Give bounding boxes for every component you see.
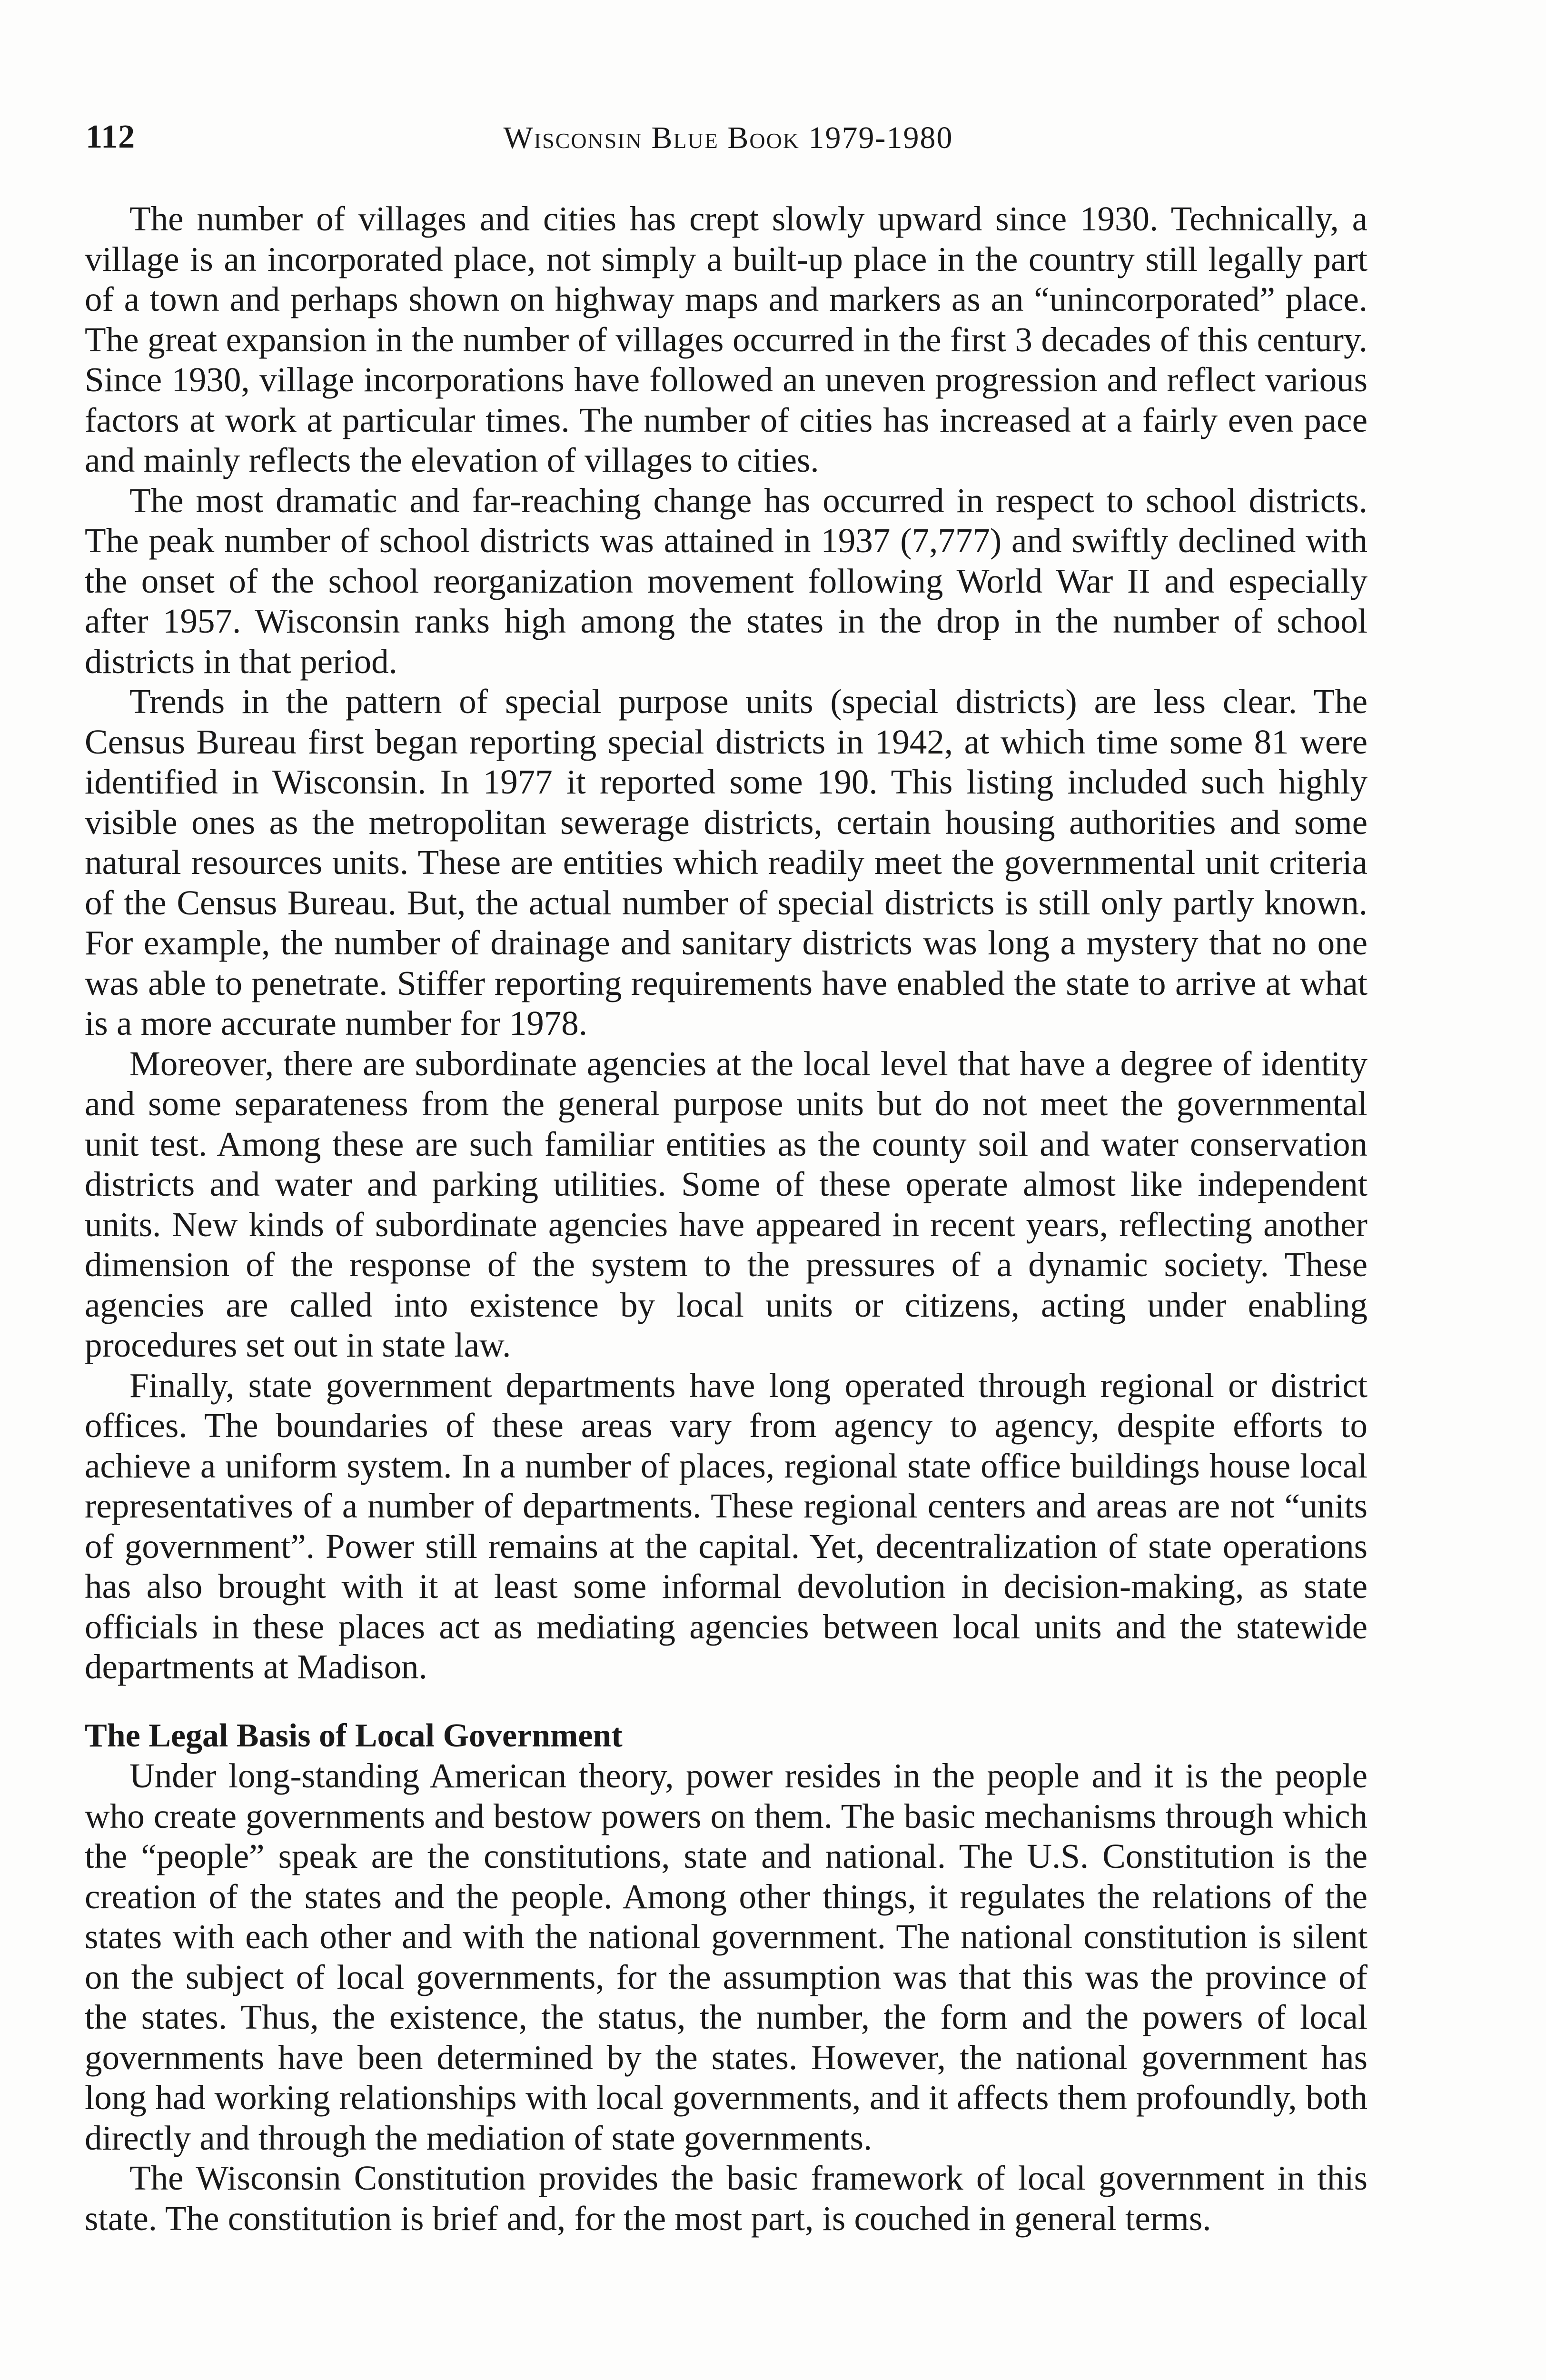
paragraph: Under long-standing American theory, power resides in the people and it is the people who create governments and bestow powers on them. The basic mechanisms through which the “people” speak are the constitutions, state and national. The U.S. Constitution is the creation of the states and the people. Among other things, it regulates the relations of the states with each other and with the national government. The national constitution is silent on the subject of local governments, for the assumption was that this was the province of the states. Thus, the existence, the status, the number, the form and the powers of local governments have been determined by the states. However, the national government has long had working relationships with local governments, and it affects them profoundly, both directly and through the mediation of state governments. xyxy=(85,1756,1368,2157)
body-text xyxy=(85,199,1368,2239)
paragraph: Trends in the pattern of special purpose units (special districts) are less clear. The Census Bureau first began reporting special districts in 1942, at which time some 81 were identified in Wisconsin. In 1977 it reported some 190. This listing included such highly visible ones as the metropolitan sewerage districts, certain housing authorities and some natural resources units. These are entities which readily meet the governmental unit criteria of the Census Bureau. But, the actual number of special districts is still only partly known. For example, the number of drainage and sanitary districts was long a mystery that no one was able to penetrate. Stiffer reporting requirements have enabled the state to arrive at what is a more accurate number for 1978. xyxy=(85,682,1368,1042)
paragraph: The number of villages and cities has crept slowly upward since 1930. Technically, a village is an incorporated place, not simply a built-up place in the country still legally part of a town and perhaps shown on highway maps and markers as an “unincorporated” place. The great expansion in the number of villages occurred in the first 3 decades of this century. Since 1930, village incorporations have followed an uneven progression and reflect various factors at work at particular times. The number of cities has increased at a fairly even pace and mainly reflects the elevation of villages to cities. xyxy=(85,199,1368,479)
section-heading: The Legal Basis of Local Government xyxy=(85,1717,623,1754)
running-header xyxy=(86,118,1371,161)
paragraph: Moreover, there are subordinate agencies at the local level that have a degree of identity and some separateness from the general purpose units but do not meet the governmental unit test. Among these are such familiar entities as the county soil and water conservation districts and water and parking utilities. Some of these operate almost like independent units. New kinds of subordinate agencies have appeared in recent years, reflecting another dimension of the response of the system to the pressures of a dynamic society. These agencies are called into existence by local units or citizens, acting under enabling procedures set out in state law. xyxy=(85,1044,1368,1364)
paragraph: The Wisconsin Constitution provides the basic framework of local government in this state. The constitution is brief and, for the most part, is couched in general terms. xyxy=(85,2159,1368,2238)
page-number: 112 xyxy=(86,119,136,155)
running-title: Wisconsin Blue Book 1979-1980 xyxy=(503,120,953,155)
paragraph: The most dramatic and far-reaching change has occurred in respect to school districts. The peak number of school districts was attained in 1937 (7,777) and swiftly declined with the onset of the school reorganization movement following World War II and especially after 1957. Wisconsin ranks high among the states in the drop in the number of school districts in that period. xyxy=(85,481,1368,681)
paragraph: Finally, state government departments have long operated through regional or district offices. The boundaries of these areas vary from agency to agency, despite efforts to achieve a uniform system. In a number of places, regional state office buildings house local representatives of a number of departments. These regional centers and areas are not “units of government”. Power still remains at the capital. Yet, decentralization of state operations has also brought with it at least some informal devolution in decision-making, as state officials in these places act as mediating agencies between local units and the statewide departments at Madison. xyxy=(85,1366,1368,1686)
